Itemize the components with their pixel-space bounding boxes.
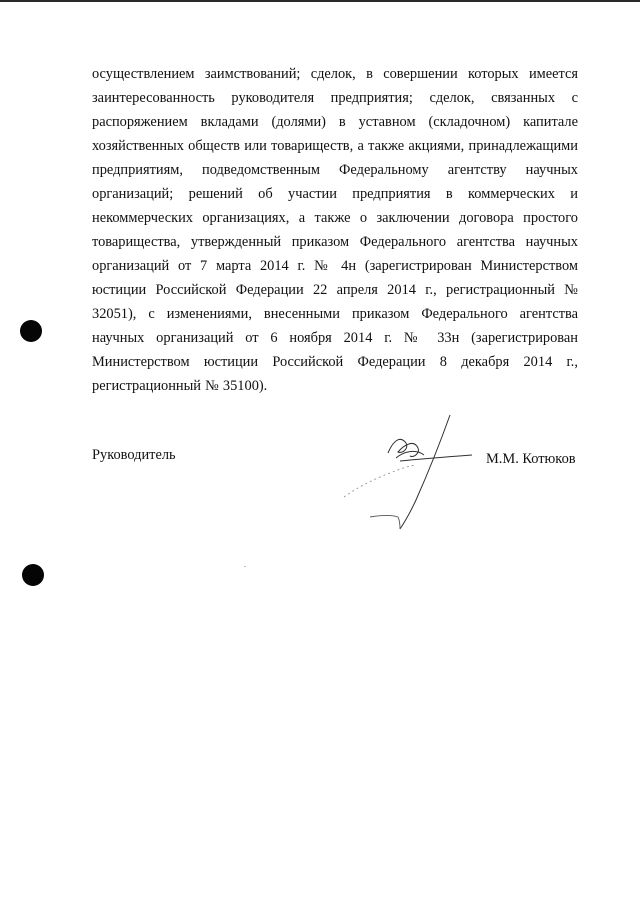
scan-top-edge — [0, 0, 640, 2]
handwritten-signature — [330, 405, 490, 540]
body-paragraph: осуществлением заимствований; сделок, в совершении которых имеется заинтересованность руководителя предприятия; сделок, связанных с распоряжением вкладами (долями) в уставном (складочном) капитале хозяйственных обществ или товариществ, а также акциями, принадлежащими предприятиям, подведомственным Федеральному агентству научных организаций; решений об участии предприятия в коммерческих и некоммерческих организациях, а также о заключении договора простого товарищества, утвержденный приказом Федерального агентства научных организаций от 7 марта 2014 г. № 4н (зарегистрирован Министерством юстиции Российской Федерации 22 апреля 2014 г., регистрационный № 32051), с изменениями, внесенными приказом Федерального агентства научных организаций от 6 ноября 2014 г. № 33н (зарегистрирован Министерством юстиции Российской Федерации 8 декабря 2014 г., регистрационный № 35100). — [92, 66, 578, 394]
punch-hole-top — [20, 320, 42, 342]
punch-hole-bottom — [22, 564, 44, 586]
scan-speck — [244, 566, 246, 567]
signer-name: М.М. Котюков — [486, 451, 576, 467]
signer-role: Руководитель — [92, 447, 176, 463]
